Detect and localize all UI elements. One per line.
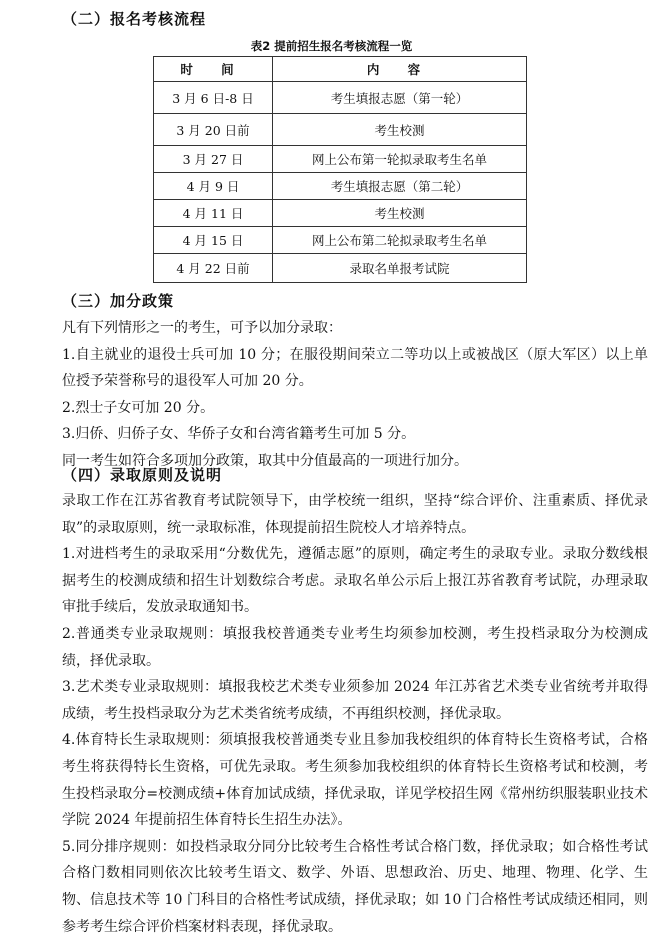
table-row <box>154 227 527 254</box>
admission-rule-1: 1.对进档考生的录取采用“分数优先，遵循志愿”的原则，确定考生的录取专业。录取分数线根据考生的校测成绩和招生计划数综合考虑。录取名单公示后上报江苏省教育考试院，办理录取审批手续后，发放录取通知书。 <box>62 546 648 616</box>
section-heading-bonus: （三）加分政策 <box>62 292 175 310</box>
bonus-policy-text <box>62 315 648 475</box>
header-time: 时 间 <box>154 57 273 82</box>
header-content: 内 容 <box>273 57 527 82</box>
cell-time: 4 月 9 日 <box>154 173 273 200</box>
cell-content: 网上公布第二轮拟录取考生名单 <box>273 227 527 254</box>
cell-time: 4 月 22 日前 <box>154 254 273 283</box>
admission-rule-5: 5.同分排序规则：如投档录取分同分比较考生合格性考试合格门数，择优录取；如合格性考试合格门数相同则依次比较考生语文、数学、外语、思想政治、历史、地理、物理、化学、生物、信息技术等 10 门科目的合格性考试成绩，择优录取；如 10 门合格性考试成绩还相同，则参考考生综合评价档案材料表现，择优录取。 <box>62 838 648 935</box>
admission-rule-2: 2.普通类专业录取规则：填报我校普通类专业考生均须参加校测，考生投档录取分为校测成绩，择优录取。 <box>62 625 648 669</box>
schedule-table <box>153 56 527 283</box>
bonus-item-3: 3.归侨、归侨子女、华侨子女和台湾省籍考生可加 5 分。 <box>62 426 416 443</box>
section-heading-registration: （二）报名考核流程 <box>62 10 207 28</box>
bonus-item-1: 1.自主就业的退役士兵可加 10 分；在服役期间荣立二等功以上或被战区（原大军区）以上单位授予荣誉称号的退役军人可加 20 分。 <box>62 346 648 390</box>
table-caption: 表2 提前招生报名考核流程一览 <box>250 39 413 53</box>
table-row <box>154 114 527 146</box>
cell-time: 3 月 27 日 <box>154 146 273 173</box>
admission-intro: 录取工作在江苏省教育考试院领导下，由学校统一组织，坚持“综合评价、注重素质、择优录取”的录取原则，统一录取标准，体现提前招生院校人才培养特点。 <box>62 493 648 536</box>
cell-content: 录取名单报考试院 <box>273 254 527 283</box>
bonus-note: 同一考生如符合多项加分政策，取其中分值最高的一项进行加分。 <box>62 452 468 469</box>
admission-principles-text <box>62 488 648 940</box>
admission-rule-4: 4.体育特长生录取规则：须填报我校普通类专业且参加我校组织的体育特长生资格考试，合格考生将获得特长生资格，可优先录取。考生须参加我校组织的体育特长生资格考试和校测，考生投档录取分=校测成绩+体育加试成绩，择优录取，详见学校招生网《常州纺织服装职业技术学院 2024 年提前招生体育特长生招生办法》。 <box>62 732 648 829</box>
cell-content: 考生填报志愿（第一轮） <box>273 82 527 114</box>
table-row <box>154 82 527 114</box>
table-row <box>154 173 527 200</box>
admission-rule-3: 3.艺术类专业录取规则：填报我校艺术类专业须参加 2024 年江苏省艺术类专业省统考并取得成绩，考生投档录取分为艺术类省统考成绩，不再组织校测，择优录取。 <box>62 679 648 722</box>
bonus-item-2: 2.烈士子女可加 20 分。 <box>62 399 215 416</box>
section-heading-admission: （四）录取原则及说明 <box>62 466 223 484</box>
cell-content: 考生校测 <box>273 200 527 227</box>
table-row <box>154 200 527 227</box>
table-row <box>154 254 527 283</box>
cell-content: 考生校测 <box>273 114 527 146</box>
cell-time: 3 月 20 日前 <box>154 114 273 146</box>
cell-time: 4 月 11 日 <box>154 200 273 227</box>
table-header-row <box>154 57 527 82</box>
table-row <box>154 146 527 173</box>
cell-content: 考生填报志愿（第二轮） <box>273 173 527 200</box>
cell-time: 4 月 15 日 <box>154 227 273 254</box>
bonus-intro: 凡有下列情形之一的考生，可予以加分录取： <box>62 320 342 336</box>
cell-content: 网上公布第一轮拟录取考生名单 <box>273 146 527 173</box>
cell-time: 3 月 6 日-8 日 <box>154 82 273 114</box>
